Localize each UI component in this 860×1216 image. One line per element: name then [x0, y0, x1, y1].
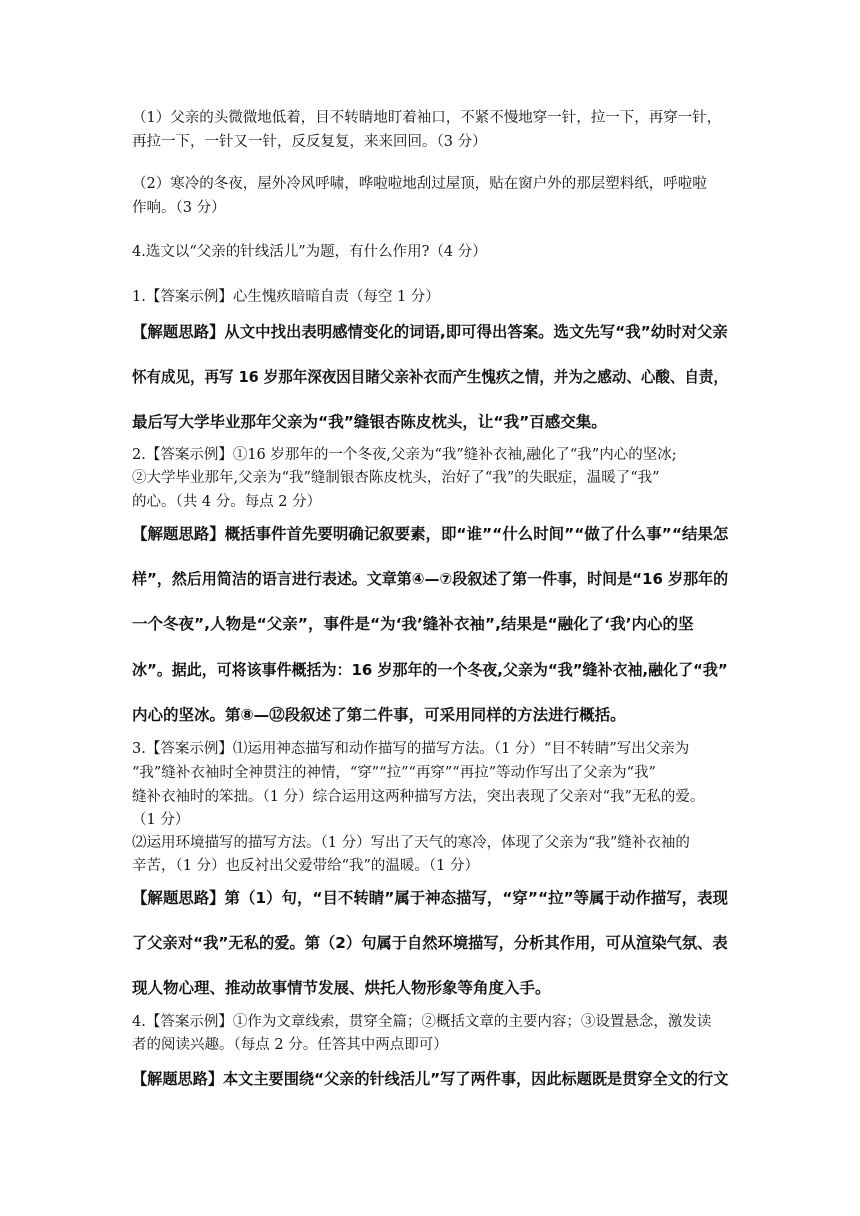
analysis-line: 现人物心理、推动故事情节发展、烘托人物形象等角度入手。	[132, 979, 551, 997]
analysis-line: 了父亲对“我”无私的爱。第（2）句属于自然环境描写，分析其作用，可从渲染气氛、表	[132, 934, 728, 952]
answer-line: 4.【答案示例】①作为文章线索，贯穿全篇；②概括文章的主要内容；③设置悬念，激发读	[132, 1014, 712, 1030]
text-line: （1）父亲的头微微地低着，目不转睛地盯着袖口，不紧不慢地穿一针，拉一下，再穿一针，	[132, 110, 722, 126]
analysis-line: 冰”。据此，可将该事件概括为：16 岁那年的一个冬夜,父亲为“我”缝补衣袖,融化了“我”	[132, 661, 728, 679]
analysis-line: 样”，然后用简洁的语言进行表述。文章第④—⑦段叙述了第一件事，时间是“16 岁那年的	[132, 570, 729, 588]
answer-line: （1 分）	[132, 812, 190, 828]
answer-line: 缝补衣袖时的笨拙。（1 分）综合运用这两种描写方法，突出表现了父亲对“我”无私的爱。	[132, 789, 705, 805]
answer-line: 者的阅读兴趣。（每点 2 分。任答其中两点即可）	[132, 1037, 448, 1053]
analysis-line: 【解题思路】概括事件首先要明确记叙要素，即“谁”“什么时间”“做了什么事”“结果怎	[132, 525, 729, 543]
answer-line: 的心。（共 4 分。每点 2 分）	[132, 494, 322, 510]
answer-line: ②大学毕业那年,父亲为“我”缝制银杏陈皮枕头，治好了“我”的失眠症，温暖了“我”	[132, 470, 660, 486]
analysis-line: 【解题思路】第（1）句，“目不转睛”属于神态描写，“穿”“拉”等属于动作描写，表现	[132, 889, 728, 907]
analysis-line: 内心的坚冰。第⑧—⑫段叙述了第二件事，可采用同样的方法进行概括。	[132, 706, 626, 724]
analysis-line: 怀有成见，再写 16 岁那年深夜因目睹父亲补衣而产生愧疚之情，并为之感动、心酸、自责，	[132, 368, 728, 386]
answer-line: 2.【答案示例】①16 岁那年的一个冬夜,父亲为“我”缝补衣袖,融化了“我”内心的坚冰;	[132, 447, 677, 463]
answer-line: 1.【答案示例】心生愧疚暗暗自责（每空 1 分）	[132, 289, 440, 305]
text-line: （2）寒冷的冬夜，屋外冷风呼啸，哗啦啦地刮过屋顶，贴在窗户外的那层塑料纸，呼啦啦	[132, 176, 707, 192]
text-line: 再拉一下，一针又一针，反反复复，来来回回。（3 分）	[132, 134, 487, 150]
analysis-line: 【解题思路】从文中找出表明感情变化的词语,即可得出答案。选文先写“我”幼时对父亲	[132, 323, 728, 341]
answer-line: ⑵运用环境描写的描写方法。（1 分）写出了天气的寒冷，体现了父亲为“我”缝补衣袖的	[132, 835, 690, 851]
analysis-line: 最后写大学毕业那年父亲为“我”缝银杏陈皮枕头，让“我”百感交集。	[132, 413, 607, 431]
answer-line: 3.【答案示例】⑴运用神态描写和动作描写的描写方法。（1 分）“目不转睛”写出父亲为	[132, 741, 690, 757]
answer-line: “我”缝补衣袖时全神贯注的神情，“穿”“拉”“再穿”“再拉”等动作写出了父亲为“我”	[132, 765, 656, 781]
analysis-line: 【解题思路】本文主要围绕“父亲的针线活儿”写了两件事，因此标题既是贯穿全文的行文	[132, 1070, 729, 1088]
text-line: 作响。（3 分）	[132, 200, 226, 216]
question-line: 4.选文以“父亲的针线活儿”为题，有什么作用?（4 分）	[132, 244, 487, 260]
answer-line: 辛苦，（1 分）也反衬出父爱带给“我”的温暖。（1 分）	[132, 858, 479, 874]
analysis-line: 一个冬夜”,人物是“父亲”，事件是“为‘我’缝补衣袖”,结果是“融化了‘我’内心的坚	[132, 615, 694, 633]
